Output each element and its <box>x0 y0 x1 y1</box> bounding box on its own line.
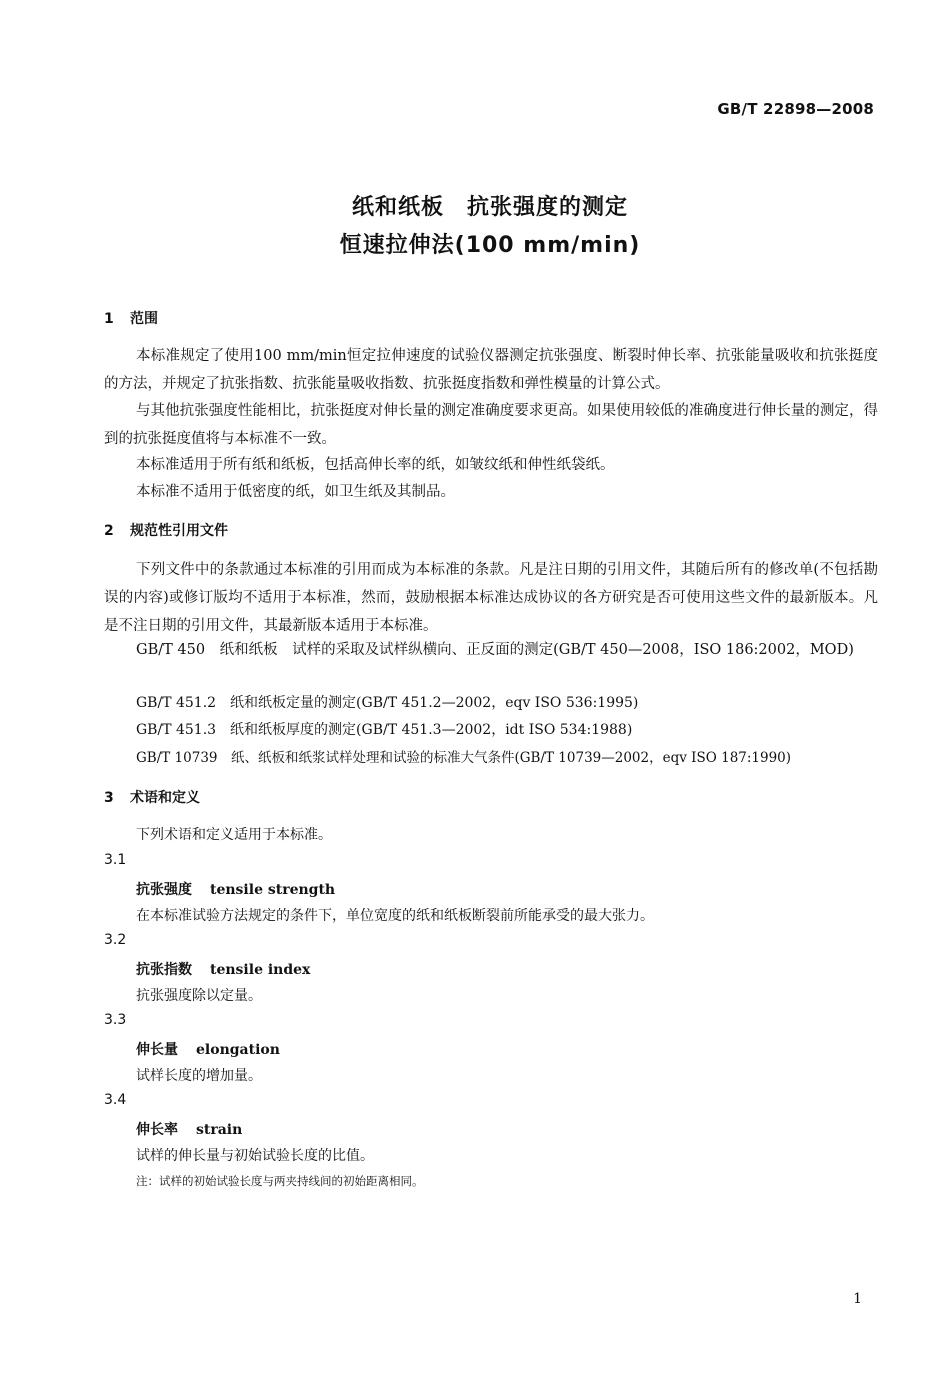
term-number: 3.3 <box>104 1012 127 1028</box>
section-title: 规范性引用文件 <box>130 523 228 539</box>
scope-paragraph-4: 本标准不适用于低密度的纸，如卫生纸及其制品。 <box>136 484 455 500</box>
term-zh: 伸长量 <box>136 1042 178 1058</box>
term-number: 3.1 <box>104 852 127 868</box>
section-3-heading <box>104 787 200 807</box>
term-number: 3.4 <box>104 1092 127 1108</box>
term-definition: 抗张强度除以定量。 <box>136 988 262 1004</box>
term-zh: 伸长率 <box>136 1122 178 1138</box>
terms-intro: 下列术语和定义适用于本标准。 <box>136 827 332 843</box>
term-definition: 试样长度的增加量。 <box>136 1068 262 1084</box>
term-definition: 在本标准试验方法规定的条件下，单位宽度的纸和纸板断裂前所能承受的最大张力。 <box>136 908 654 924</box>
page-number: 1 <box>853 1291 862 1307</box>
section-2-heading <box>104 520 228 540</box>
section-number: 1 <box>104 311 114 327</box>
term-heading <box>136 1039 280 1059</box>
section-number: 3 <box>104 790 114 806</box>
scope-paragraph-3: 本标准适用于所有纸和纸板，包括高伸长率的纸，如皱纹纸和伸性纸袋纸。 <box>136 457 615 473</box>
reference-item: GB/T 451.3 纸和纸板厚度的测定(GB/T 451.3—2002，idt ISO 534:1988) <box>136 722 633 738</box>
section-number: 2 <box>104 523 114 539</box>
reference-item: GB/T 450 纸和纸板 试样的采取及试样纵横向、正反面的测定(GB/T 450—2008，ISO 186:2002，MOD) <box>136 642 854 658</box>
term-heading <box>136 959 310 979</box>
scope-paragraph-1: 本标准规定了使用100 mm/min恒定拉伸速度的试验仪器测定抗张强度、断裂时伸长率、抗张能量吸收和抗张挺度的方法，并规定了抗张指数、抗张能量吸收指数、抗张挺度指数和弹性模量的计算公式。 <box>104 348 878 392</box>
reference-item: GB/T 10739 纸、纸板和纸浆试样处理和试验的标准大气条件(GB/T 10739—2002，eqv ISO 187:1990) <box>136 750 792 766</box>
term-note: 注：试样的初始试验长度与两夹持线间的初始距离相同。 <box>136 1174 424 1188</box>
scope-paragraph-2: 与其他抗张强度性能相比，抗张挺度对伸长量的测定准确度要求更高。如果使用较低的准确度进行伸长量的测定，得到的抗张挺度值将与本标准不一致。 <box>104 403 878 447</box>
section-title: 术语和定义 <box>130 790 200 806</box>
term-definition: 试样的伸长量与初始试验长度的比值。 <box>136 1148 374 1164</box>
term-zh: 抗张指数 <box>136 962 192 978</box>
term-en: tensile strength <box>210 882 336 898</box>
document-title-line-1: 纸和纸板 抗张强度的测定 <box>351 195 628 220</box>
section-title: 范围 <box>130 311 158 327</box>
term-en: elongation <box>196 1042 280 1058</box>
references-intro: 下列文件中的条款通过本标准的引用而成为本标准的条款。凡是注日期的引用文件，其随后所有的修改单(不包括勘误的内容)或修订版均不适用于本标准，然而，鼓励根据本标准达成协议的各方研究是否可使用这些文件的最新版本。凡是不注日期的引用文件，其最新版本适用于本标准。 <box>104 562 878 634</box>
document-title-line-2: 恒速拉伸法(100 mm/min) <box>339 233 641 258</box>
term-zh: 抗张强度 <box>136 882 192 898</box>
term-en: strain <box>196 1122 243 1138</box>
term-en: tensile index <box>210 962 311 978</box>
term-heading <box>136 879 335 899</box>
reference-item: GB/T 451.2 纸和纸板定量的测定(GB/T 451.2—2002，eqv ISO 536:1995) <box>136 695 639 711</box>
standard-number: GB/T 22898—2008 <box>717 100 874 118</box>
term-heading <box>136 1119 242 1139</box>
term-number: 3.2 <box>104 932 127 948</box>
section-1-heading <box>104 308 158 328</box>
